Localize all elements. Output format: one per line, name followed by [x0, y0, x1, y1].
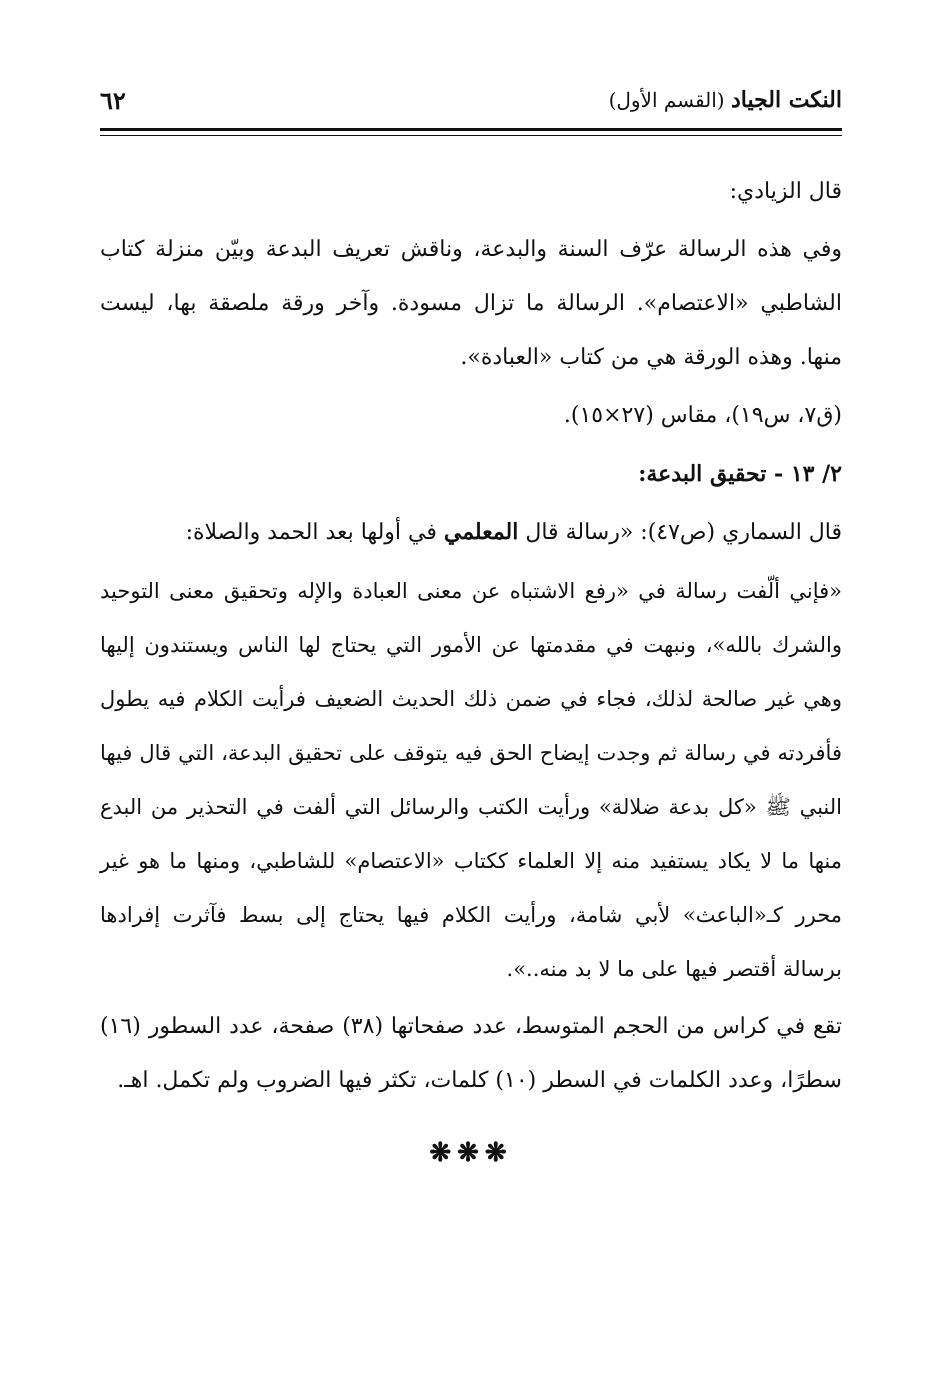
header-rule-thin	[100, 135, 842, 136]
citation-end: في أولها بعد الحمد والصلاة:	[185, 520, 444, 545]
quoted-passage: «فإني ألّفت رسالة في «رفع الاشتباه عن معنى العبادة والإله وتحقيق معنى التوحيد والشرك بالله»، ونبهت في مقدمتها عن الأمور التي يحتاج لها الناس ويستندون إليها وهي غير صالحة لذلك، فجاء في ضمن ذلك الحديث الضعيف فرأيت الكلام فيه يطول فأفردته في رسالة ثم وجدت إيضاح الحق فيه يتوقف على تحقيق البدعة، التي قال فيها النبي ﷺ «كل بدعة ضلالة» ورأيت الكتب والرسائل التي ألفت في التحذير من البدع منها ما لا يكاد يستفيد منه إلا العلماء ككتاب «الاعتصام» للشاطبي، ومنها ما هو غير محرر كـ«الباعث» لأبي شامة، ورأيت الكلام فيها يحتاج إلى بسط فآثرت إفرادها برسالة أقتصر فيها على ما لا بد منه..».	[100, 579, 842, 981]
paragraph-intro: قال الزيادي:	[729, 179, 842, 204]
page-body	[100, 165, 842, 1180]
page-number: ٦٢	[100, 85, 126, 115]
page-header	[100, 82, 842, 118]
paragraph-description: وفي هذه الرسالة عرّف السنة والبدعة، وناقش تعريف البدعة وبيّن منزلة كتاب الشاطبي «الاعتصام». الرسالة ما تزال مسودة. وآخر ورقة ملصقة بها، ليست منها. وهذه الورقة هي من كتاب «العبادة».	[100, 237, 842, 370]
section-separator: ❋❋❋	[429, 1138, 513, 1168]
paragraph-reference: (ق٧، س١٩)، مقاس (٢٧×١٥).	[563, 403, 842, 428]
citation-start: قال السماري (ص٤٧): «رسالة قال	[518, 520, 842, 545]
running-title	[609, 87, 842, 113]
book-title: النكت الجياد	[730, 87, 842, 113]
paragraph-citation	[100, 505, 842, 560]
author-name: المعلمي	[443, 519, 519, 545]
header-rule-thick	[100, 128, 842, 131]
section-label: (القسم الأول)	[608, 88, 725, 112]
section-heading: ٢/ ١٣ - تحقيق البدعة:	[638, 461, 842, 487]
paragraph-physical-description: تقع في كراس من الحجم المتوسط، عدد صفحاتها (٣٨) صفحة، عدد السطور (١٦) سطرًا، وعدد الكلمات في السطر (١٠) كلمات، تكثر فيها الضروب ولم تكمل. اهـ.	[100, 1014, 842, 1093]
